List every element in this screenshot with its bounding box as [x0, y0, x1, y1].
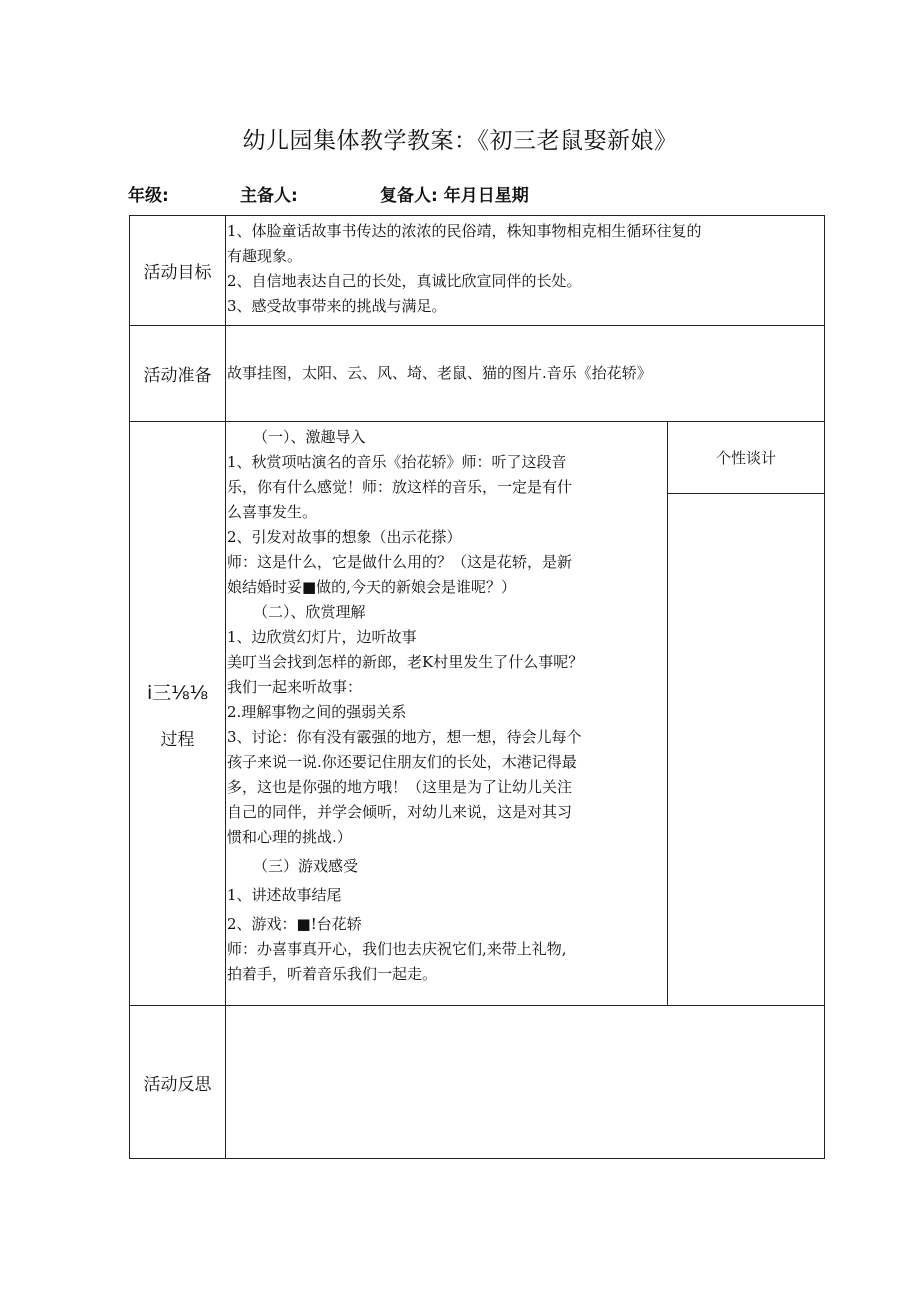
process-line: 3、讨论：你有没有霰强的地方，想一想，待会儿每个 — [227, 728, 582, 746]
process-line: 2、引发对故事的想象（出示花搽） — [227, 528, 462, 546]
process-section-heading: （一）、激趣导入 — [253, 428, 366, 446]
main-preparer-field: 主备人: — [240, 186, 298, 206]
preparation-label: 活动准备 — [130, 326, 226, 422]
reflection-label: 活动反思 — [130, 1006, 226, 1159]
personal-design-body — [668, 494, 824, 1005]
goals-row — [130, 216, 825, 326]
process-line: 2.理解事物之间的强弱关系 — [227, 703, 407, 721]
preparation-row — [130, 326, 825, 422]
process-content — [226, 422, 668, 1006]
goals-line: 1、体脸童话故事书传达的浓浓的民俗靖，株知事物相克相生循环往复的 — [227, 222, 702, 240]
personal-design-column — [668, 422, 825, 1006]
personal-design-wrapper — [668, 422, 824, 1005]
process-line: 娘结婚时妥■做的,今天的新娘会是谁呢？） — [227, 578, 516, 596]
process-line: 1、边欣赏幻灯片，边听故事 — [227, 628, 417, 646]
process-label-garbled: i三⅛⅛ — [146, 681, 209, 704]
process-line: 师：办喜事真开心，我们也去庆祝它们,来带上礼物, — [227, 940, 567, 958]
goals-line: 有趣现象。 — [227, 247, 303, 265]
reflection-row — [130, 1006, 825, 1159]
process-section-heading: （二）、欣赏理解 — [253, 603, 366, 621]
lesson-plan-table — [129, 215, 825, 1159]
document-title: 幼儿园集体教学教案：《初三老鼠娶新娘》 — [242, 128, 678, 154]
process-row — [130, 422, 825, 1006]
process-line: 自己的同伴，并学会倾听，对幼儿来说，这是对其习 — [227, 803, 573, 821]
process-line: 孩子来说一说.你还要记住朋友们的长处，木港记得最 — [227, 753, 577, 771]
process-line: 1、秋赏项咕演名的音乐《抬花轿》师：听了这段音 — [227, 453, 567, 471]
process-line: 师：这是什么，它是做什么用的？（这是花轿，是新 — [227, 553, 573, 571]
goals-content — [226, 216, 825, 326]
process-line: 乐，你有什么感觉！师：放这样的音乐，一定是有什 — [227, 478, 573, 496]
process-section-heading: （三）游戏感受 — [253, 857, 359, 875]
process-line: 美叮当会找到怎样的新郎，老K村里发生了什么事呢？ — [227, 653, 584, 671]
goals-line: 2、自信地表达自己的长处，真诚比欣宣同伴的长处。 — [227, 272, 582, 290]
goals-line: 3、感受故事带来的挑战与满足。 — [227, 297, 447, 315]
process-line: 1、讲述故事结尾 — [227, 886, 342, 904]
grade-field: 年级: — [128, 186, 169, 206]
process-line: 我们一起来听故事： — [227, 678, 363, 696]
process-line: 惯和心理的挑战.） — [227, 828, 352, 846]
reflection-content — [226, 1006, 825, 1159]
co-preparer-date-field: 复备人: 年月日星期 — [380, 186, 529, 206]
process-line: 么喜事发生。 — [227, 503, 318, 521]
process-label — [130, 422, 226, 1006]
personal-design-header: 个性谈计 — [668, 422, 824, 494]
process-line: 拍着手，听着音乐我们一起走。 — [227, 965, 438, 983]
goals-label: 活动目标 — [130, 216, 226, 326]
preparation-text: 故事挂图，太阳、云、风、埼、老鼠、猫的图片.音乐《抬花轿》 — [227, 364, 652, 382]
process-line: 2、游戏：■!台花轿 — [227, 915, 362, 933]
process-line: 多，这也是你强的地方哦！（这里是为了让幼儿关注 — [227, 778, 573, 796]
process-label-word: 过程 — [160, 729, 195, 750]
preparation-content — [226, 326, 825, 422]
